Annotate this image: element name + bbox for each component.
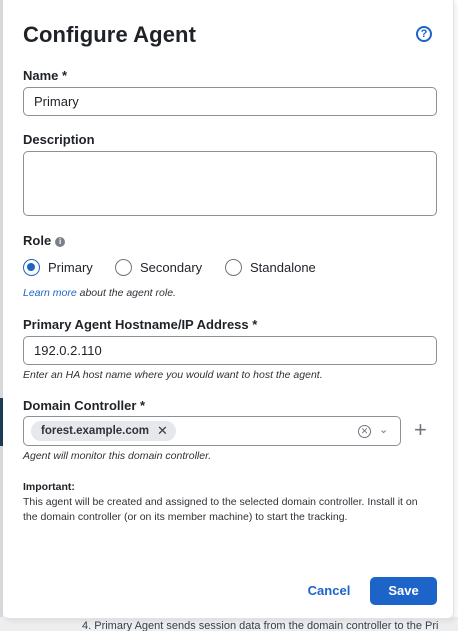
info-icon[interactable]: i <box>55 237 65 247</box>
clear-selection-icon[interactable]: ✕ <box>358 425 371 438</box>
description-label: Description <box>23 132 95 147</box>
role-option-label: Standalone <box>250 260 316 275</box>
role-option-primary[interactable] <box>23 259 93 276</box>
name-label: Name * <box>23 68 68 83</box>
role-helper <box>23 287 176 299</box>
learn-more-suffix: about the agent role. <box>76 287 176 299</box>
chip-remove-icon[interactable]: ✕ <box>157 423 168 438</box>
configure-agent-dialog <box>3 0 454 619</box>
background-page-footer <box>0 617 458 631</box>
hostname-input[interactable]: 192.0.2.110 <box>23 336 437 365</box>
domain-controller-select[interactable] <box>23 416 401 446</box>
hostname-helper: Enter an HA host name where you would want to host the agent. <box>23 369 323 381</box>
role-option-label: Primary <box>48 260 93 275</box>
important-title: Important: <box>23 481 75 493</box>
domain-controller-chip <box>31 421 176 441</box>
save-button[interactable]: Save <box>370 577 437 605</box>
radio-unselected-icon[interactable] <box>225 259 242 276</box>
role-option-secondary[interactable] <box>115 259 202 276</box>
cancel-button[interactable]: Cancel <box>303 577 355 605</box>
radio-selected-icon[interactable] <box>23 259 40 276</box>
chevron-down-icon[interactable]: ⌄ <box>379 424 389 436</box>
chip-label: forest.example.com <box>41 425 150 437</box>
role-label <box>23 233 65 248</box>
learn-more-link[interactable]: Learn more <box>23 287 77 299</box>
role-option-standalone[interactable] <box>225 259 316 276</box>
radio-unselected-icon[interactable] <box>115 259 132 276</box>
description-textarea[interactable] <box>23 151 437 216</box>
important-text: This agent will be created and assigned to the selected domain controller. Install it on the domain controller (or on its member machine) to start the tracking. <box>23 496 418 523</box>
domain-controller-helper: Agent will monitor this domain controller. <box>23 450 212 462</box>
hostname-label: Primary Agent Hostname/IP Address * <box>23 317 258 332</box>
name-input[interactable]: Primary <box>23 87 437 116</box>
domain-controller-label: Domain Controller * <box>23 398 146 413</box>
dialog-title: Configure Agent <box>23 22 196 47</box>
background-partial-text: 4. Primary Agent sends session data from the domain controller to the Pri <box>82 620 439 631</box>
role-label-text: Role <box>23 233 52 248</box>
role-option-label: Secondary <box>140 260 203 275</box>
add-domain-controller-icon[interactable]: + <box>414 417 427 442</box>
question-circle-icon[interactable]: ? <box>416 26 432 42</box>
